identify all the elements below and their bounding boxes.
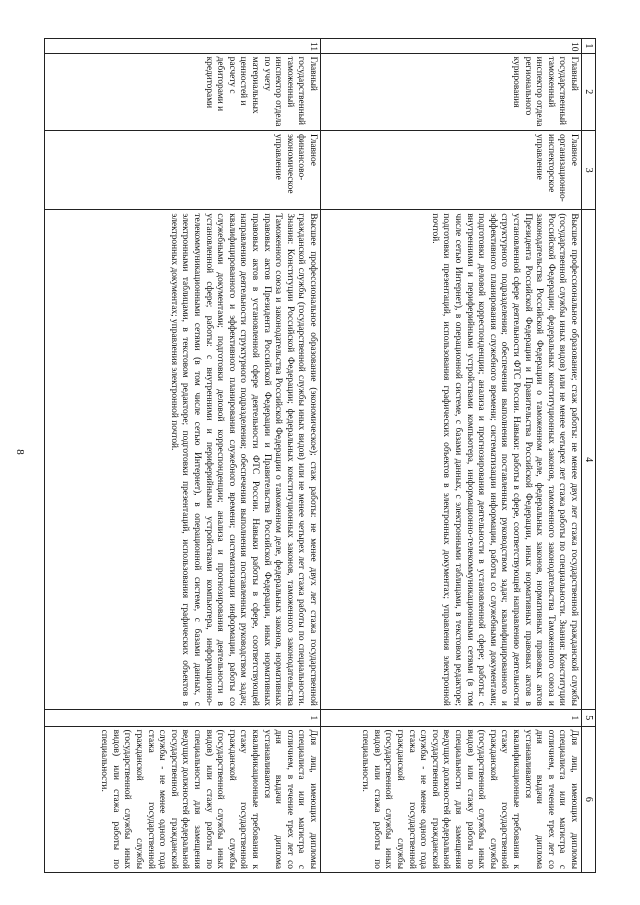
header-col-5: 5 (582, 709, 596, 726)
table-row (321, 39, 582, 873)
department-name: Главное финансово-экономическое управление (45, 130, 321, 209)
header-col-2: 2 (582, 53, 596, 130)
header-col-1: 1 (582, 39, 596, 54)
rotated-page (44, 38, 596, 873)
page-number: 8 (14, 449, 26, 455)
column-5-value: 1 (45, 709, 321, 726)
qualification-requirements: Высшее профессиональное образование (экономическое); стаж работы: не менее двух лет стажа государственной гражданской службы (государственной службы иных видов) или не менее четырех лет стажа работы по специальности. Знания: Конституции Российской Федерации; федеральных конституционных законов, таможенного законодательства Таможенного союза и законодательства Российской Федерации о таможенном деле, федеральных законов, нормативных правовых актов Президента Российской Федерации и Правительства Российской Федерации, иных нормативных правовых актов в установленной сфере деятельности ФТС России. Навыки работы в сфере, соответствующей направлению деятельности структурного подразделения; обеспечения выполнения поставленных руководством задач; квалифицированного и эффективного планирования служебного времени; систематизации информации, работы со служебными документами; подготовки деловой корреспонденции; анализа и прогнозирования деятельности в установленной сфере; работы: с внутренними и периферийными устройствами компьютера, информационно-телекоммуникационными сетями (в том числе сетью Интернет), в операционной системе, с базами данных, с электронными таблицами, в текстовом редакторе; подготовки презентаций, использования графических объектов в электронных документах; управления электронной почтой. (45, 210, 321, 710)
position-title: Главный государственный таможенный инспектор отдела по учету материальных ценностей и расчету с дебиторами и кредиторами (45, 53, 321, 130)
position-title: Главный государственный таможенный инспектор отдела регионального курирования (321, 53, 582, 130)
row-number: 10 (321, 39, 582, 54)
header-col-6: 6 (582, 726, 596, 872)
department-name: Главное организационно-инспекторское управление (321, 130, 582, 209)
column-5-value: 1 (321, 709, 582, 726)
table-header-row (582, 39, 596, 873)
notes: Для лиц, имеющих дипломы специалиста или магистра с отличием, в течение трех лет со дня выдачи диплома устанавливаются квалификационные требования к стажу государственной гражданской службы (государственной службы иных видов) или стажу работы по специальности для замещения ведущих должностей федеральной государственной гражданской службы - не менее одного года стажа государственной гражданской службы (государственной службы иных видов) или стажа работы по специальности. (45, 726, 321, 872)
requirements-table (44, 38, 596, 873)
table-row (45, 39, 321, 873)
header-col-4: 4 (582, 210, 596, 710)
row-number: 11 (45, 39, 321, 54)
header-col-3: 3 (582, 130, 596, 209)
qualification-requirements: Высшее профессиональное образование; стаж работы: не менее двух лет стажа государственной гражданской службы (государственной службы иных видов) или не менее четырех лет стажа работы по специальности. Знания: Конституции Российской Федерации; федеральных конституционных законов, таможенного законодательства Таможенного союза и законодательства Российской Федерации о таможенном деле, федеральных законов, нормативных правовых актов Президента Российской Федерации и Правительства Российской Федерации, иных нормативных правовых актов в установленной сфере деятельности ФТС России. Навыки: работы в сфере, соответствующей направлению деятельности структурного подразделения; обеспечения выполнения поставленных руководством задач; квалифицированного и эффективного планирования служебного времени; систематизации информации, работы со служебными документами; подготовки деловой корреспонденции; анализа и прогнозирования деятельности в установленной сфере; работы: с внутренними и периферийными устройствами компьютера, информационно-телекоммуникационными сетями (в том числе сетью Интернет), в операционной системе, с базами данных, с электронными таблицами, в текстовом редакторе; подготовки презентаций, использования графических объектов в электронных документах; управления электронной почтой. (321, 210, 582, 710)
notes: Для лиц, имеющих дипломы специалиста или магистра с отличием, в течение трех лет со дня выдачи диплома устанавливаются квалификационные требования к стажу государственной гражданской службы (государственной службы иных видов) или стажу работы по специальности для замещения ведущих должностей федеральной государственной гражданской службы - не менее одного года стажа государственной гражданской службы (государственной службы иных видов) или стажа работы по специальности. (321, 726, 582, 872)
